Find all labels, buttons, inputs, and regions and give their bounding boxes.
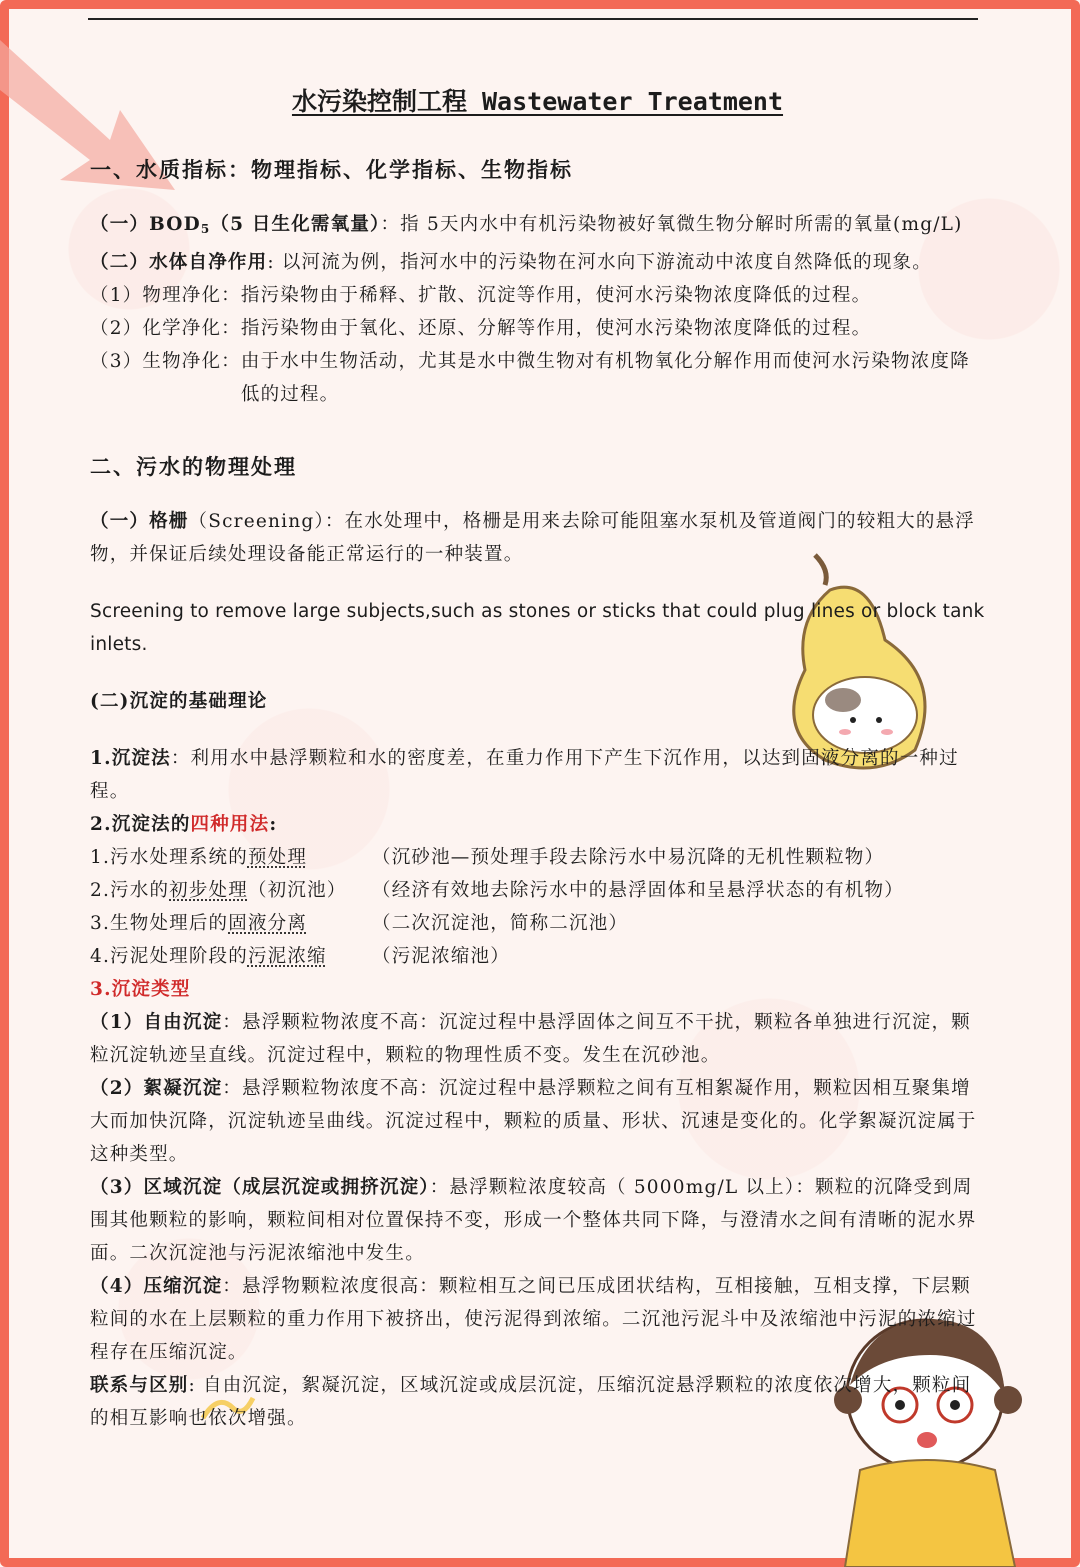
list-item: （2）化学净化： 指污染物由于氧化、还原、分解等作用，使河水污染物浓度降低的过程。	[90, 318, 872, 339]
section-1-heading: 一、水质指标：物理指标、化学指标、生物指标	[90, 157, 573, 182]
page-title: 水污染控制工程 Wastewater Treatment	[291, 87, 784, 116]
type-zone-settling: （3）区域沉淀（成层沉淀或拥挤沉淀）：悬浮颗粒浓度较高（ 5000mg/L 以上）：颗粒的沉降受到周围其他颗粒的影响，颗粒间相对位置保持不变，形成一个整体共同下降，与澄清水之间有清晰的泥水界面。二次沉淀池与污泥浓缩池中发生。	[90, 1177, 977, 1264]
section-2-heading: 二、污水的物理处理	[90, 454, 297, 479]
four-uses-heading: 2.沉淀法的四种用法:	[90, 814, 278, 835]
use-row: 4.污泥处理阶段的污泥浓缩 （污泥浓缩池）	[90, 946, 510, 967]
bod-definition: （一）$BOD_5(5$ 日生化需氧量）：指 5天内水中有机污染物被好氧微生物分解时所需的氧量(mg/L)	[90, 214, 963, 236]
use-row: 1.污水处理系统的预处理 （沉砂池—预处理手段去除污水中易沉降的无机性颗粒物）	[90, 847, 885, 868]
use-row: 2.污水的初步处理（初沉池） （经济有效地去除污水中的悬浮固体和呈悬浮状态的有机物）	[90, 880, 904, 901]
screening-english-note: Screening to remove large subjects,such as stones or sticks that could plug lines or block tank inlets.	[90, 601, 985, 655]
type-flocculent-settling: （2）絮凝沉淀：悬浮颗粒物浓度不高：沉淀过程中悬浮颗粒之间有互相絮凝作用，颗粒因相互聚集增大而加快沉降，沉淀轨迹呈曲线。沉淀过程中，颗粒的质量、形状、沉速是变化的。化学絮凝沉淀属于这种类型。	[90, 1078, 977, 1165]
list-item: （3）生物净化： 由于水中生物活动，尤其是水中微生物对有机物氧化分解作用而使河水污染物浓度降低的过程。	[90, 351, 970, 405]
self-purification-definition: （二）水体自净作用: 以河流为例，指河水中的污染物在河水向下游流动中浓度自然降低的现象。	[90, 252, 932, 273]
use-row: 3.生物处理后的固液分离 （二次沉淀池，简称二沉池）	[90, 913, 629, 934]
type-free-settling: （1）自由沉淀：悬浮颗粒物浓度不高：沉淀过程中悬浮固体之间互不干扰，颗粒各单独进行沉淀，颗粒沉淀轨迹呈直线。沉淀过程中，颗粒的物理性质不变。发生在沉砂池。	[90, 1012, 971, 1066]
top-rule	[88, 18, 978, 20]
screening-definition: （一）格栅（Screening）：在水处理中，格栅是用来去除可能阻塞水泵机及管道阀门的较粗大的悬浮物，并保证后续处理设备能正常运行的一种装置。	[90, 511, 975, 565]
sedimentation-theory-heading: (二)沉淀的基础理论	[90, 691, 268, 712]
sedimentation-types-heading: 3.沉淀类型	[90, 979, 191, 1000]
sedimentation-method-definition: 1.沉淀法：利用水中悬浮颗粒和水的密度差，在重力作用下产生下沉作用，以达到固液分离的一种过程。	[90, 748, 959, 802]
document-body	[90, 82, 985, 1435]
list-item: （1）物理净化： 指污染物由于稀释、扩散、沉淀等作用，使河水污染物浓度降低的过程。	[90, 285, 872, 306]
type-compression-settling: （4）压缩沉淀：悬浮物颗粒浓度很高：颗粒相互之间已压成团状结构，互相接触，互相支撑，下层颗粒间的水在上层颗粒的重力作用下被挤出，使污泥得到浓缩。二沉池污泥斗中及浓缩池中污泥的浓缩过程存在压缩沉淀。	[90, 1276, 977, 1363]
relation-and-difference: 联系与区别: 自由沉淀，絮凝沉淀，区域沉淀或成层沉淀，压缩沉淀悬浮颗粒的浓度依次增大，颗粒间的相互影响也依次增强。	[90, 1375, 972, 1429]
